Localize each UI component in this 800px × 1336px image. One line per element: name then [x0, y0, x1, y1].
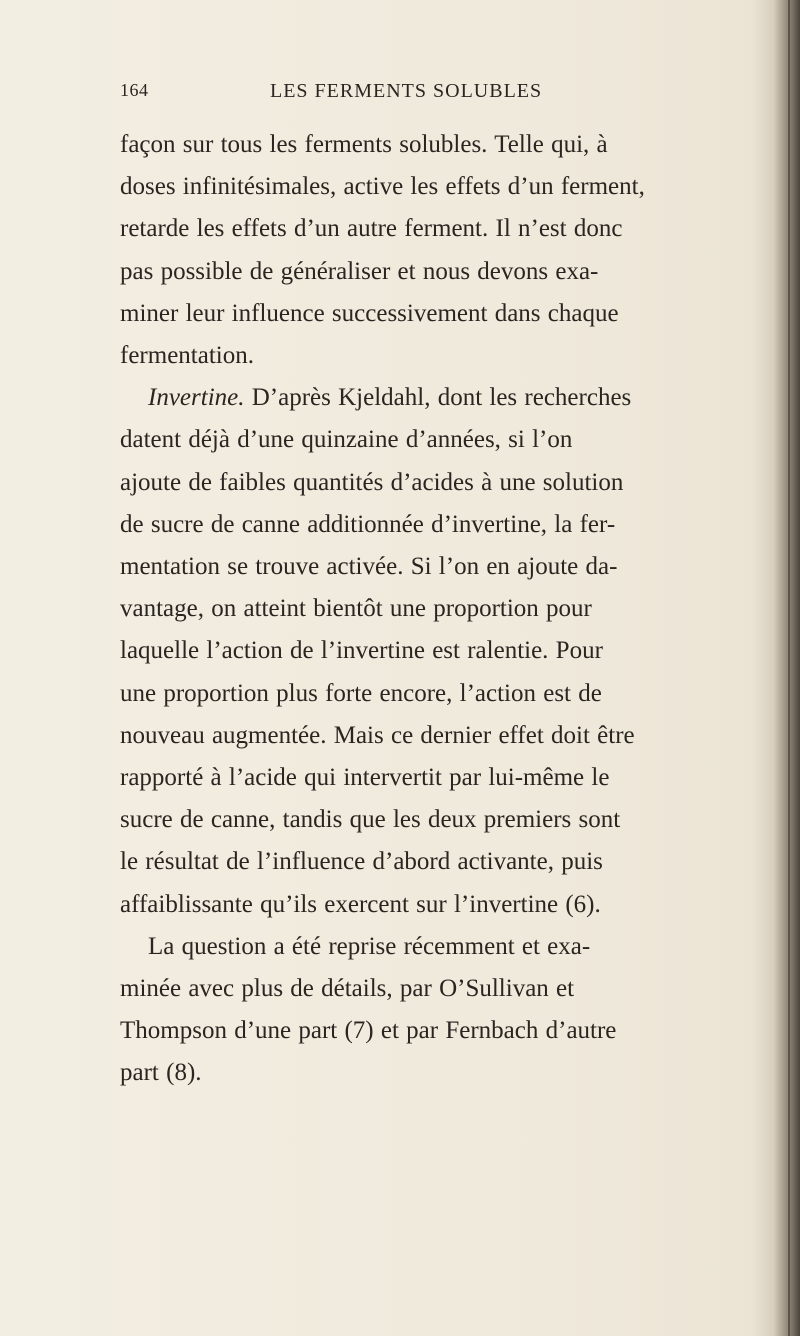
text-line: nouveau augmentée. Mais ce dernier effet doit être	[120, 721, 635, 749]
text-line: pas possible de généraliser et nous devons exa-	[120, 257, 599, 285]
text-line: datent déjà d’une quinzaine d’années, si l’on	[120, 426, 573, 454]
text-line: le résultat de l’influence d’abord activante, puis	[120, 848, 603, 876]
page-header	[120, 80, 760, 110]
text-line: mentation se trouve activée. Si l’on en ajoute da-	[120, 553, 618, 581]
binding-edge-line	[788, 0, 790, 1336]
text-line: doses infinitésimales, active les effets d’un ferment,	[120, 173, 645, 201]
text-line: minée avec plus de détails, par O’Sullivan et	[120, 975, 575, 1003]
text-line: de sucre de canne additionnée d’invertine, la fer-	[120, 510, 616, 538]
text-line: part (8).	[120, 1059, 202, 1087]
text-line: ajoute de faibles quantités d’acides à une solution	[120, 468, 624, 496]
text-line-rest: D’après Kjeldahl, dont les recherches	[244, 384, 632, 412]
text-line: retarde les effets d’un autre ferment. Il n’est donc	[120, 215, 623, 243]
text-line: laquelle l’action de l’invertine est ralentie. Pour	[120, 637, 603, 665]
text-line: façon sur tous les ferments solubles. Telle qui, à	[120, 131, 608, 158]
text-line: miner leur influence successivement dans chaque	[120, 299, 619, 327]
running-title: LES FERMENTS SOLUBLES	[270, 80, 543, 102]
text-line: fermentation.	[120, 342, 254, 370]
section-heading-invertine: Invertine.	[148, 384, 245, 412]
text-line: Thompson d’une part (7) et par Fernbach d’autre	[120, 1017, 617, 1045]
text-line: sucre de canne, tandis que les deux premiers sont	[120, 806, 621, 834]
text-line: une proportion plus forte encore, l’action est de	[120, 679, 602, 707]
text-line: vantage, on atteint bientôt une proportion pour	[120, 595, 592, 623]
paragraph-start-line: La question a été reprise récemment et exa-	[148, 932, 591, 960]
paragraph-start-line	[120, 377, 760, 419]
text-line: affaiblissante qu’ils exercent sur l’invertine (6).	[120, 890, 601, 918]
page-edge-shadow	[752, 0, 800, 1336]
page-number: 164	[120, 80, 149, 100]
text-line: rapporté à l’acide qui intervertit par lui-même le	[120, 764, 610, 792]
body-text	[120, 124, 760, 1095]
